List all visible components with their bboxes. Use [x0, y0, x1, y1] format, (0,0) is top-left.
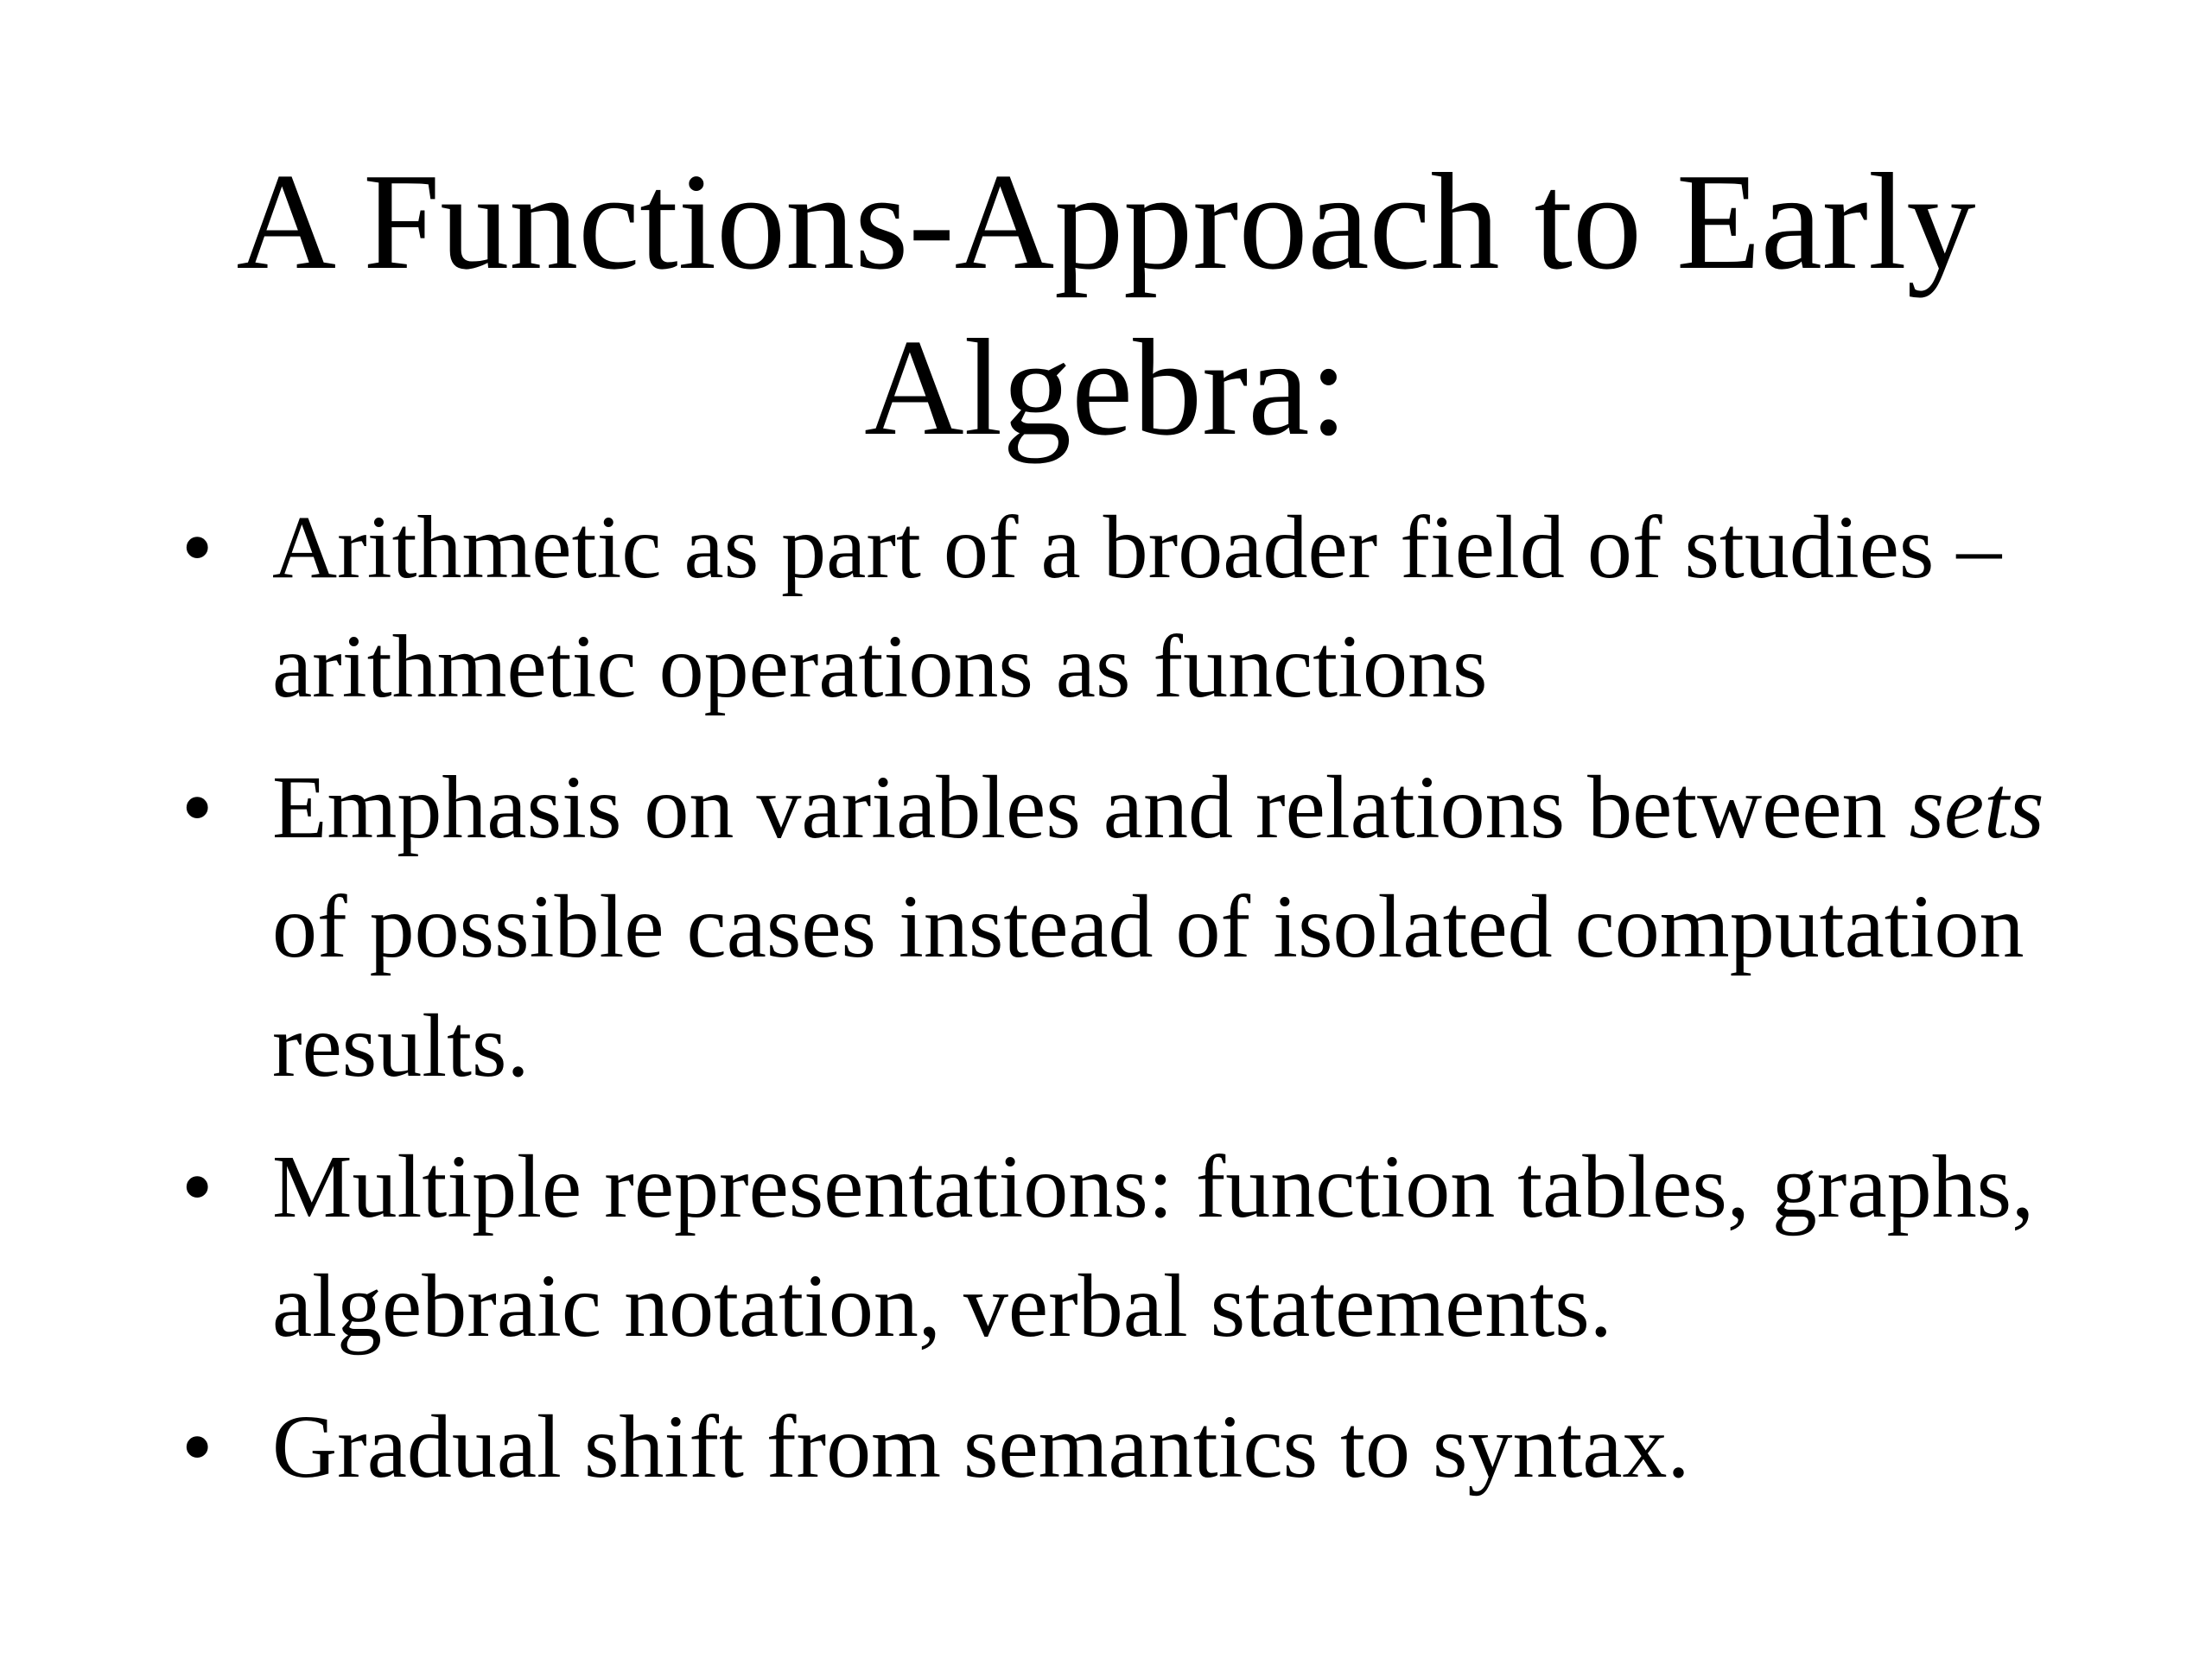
slide-title: A Functions-Approach to Early Algebra:	[236, 144, 1976, 464]
bullet-item-syntax	[181, 1388, 2126, 1507]
bullet-dot-icon: •	[181, 1397, 213, 1497]
bullet-list	[181, 488, 2126, 1529]
emphasized-word: sets	[1909, 758, 2044, 857]
bullet-dot-icon: •	[181, 1137, 213, 1236]
bullet-text: Multiple representations: function tables, graphs, algebraic notation, verbal statements.	[272, 1137, 2035, 1356]
bullet-item-representations	[181, 1128, 2126, 1366]
bullet-text-part: of possible cases instead of isolated computation results.	[272, 877, 2024, 1096]
bullet-dot-icon: •	[181, 498, 213, 597]
bullet-dot-icon: •	[181, 758, 213, 857]
bullet-text: Gradual shift from semantics to syntax.	[272, 1397, 1690, 1497]
bullet-text-part: Emphasis on variables and relations between	[272, 758, 1910, 857]
bullet-text: Arithmetic as part of a broader field of studies – arithmetic operations as functions	[272, 498, 2002, 716]
bullet-item-arithmetic	[181, 488, 2126, 727]
bullet-item-emphasis	[181, 748, 2126, 1106]
